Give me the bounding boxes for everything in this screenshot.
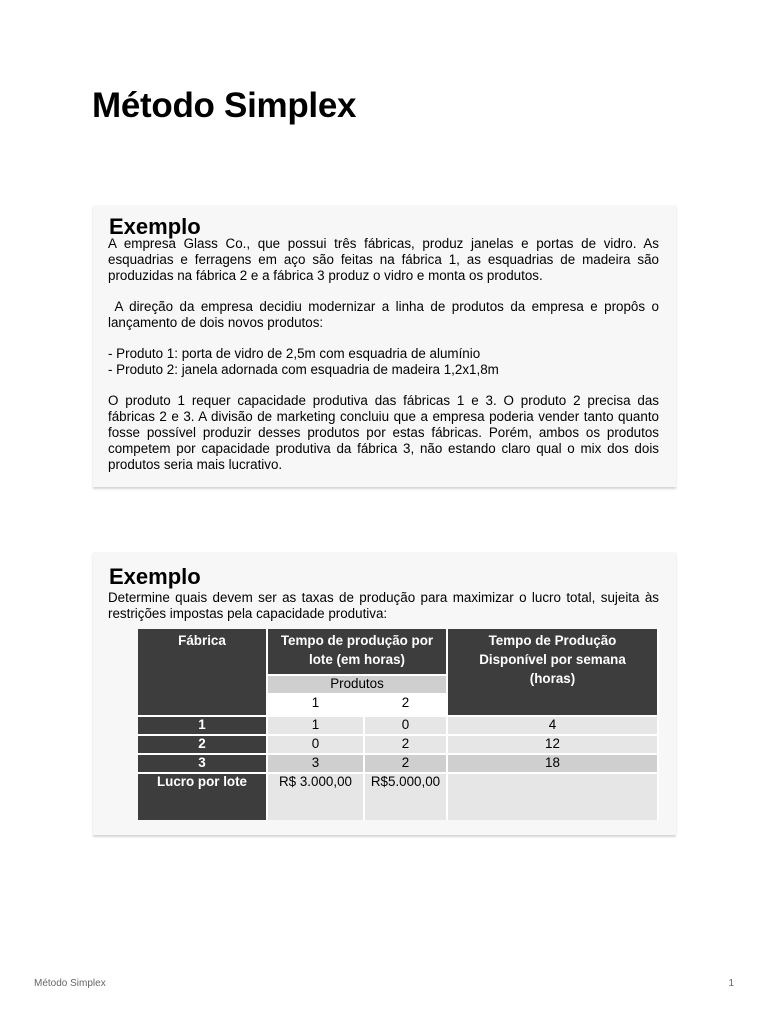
- footer-page-number: 1: [728, 978, 734, 989]
- cell-profit-product-1: R$ 3.000,00: [268, 774, 365, 820]
- slide-example-table: [93, 552, 676, 835]
- header-production-time: Tempo de produção por lote (em horas): [268, 629, 448, 676]
- cell-factory: 2: [138, 736, 268, 755]
- header-products: Produtos: [268, 676, 448, 695]
- cell-product-2: 2: [365, 736, 448, 755]
- header-product-2: 2: [365, 695, 448, 717]
- header-product-1: 1: [268, 695, 365, 717]
- cell-profit-label: Lucro por lote: [138, 774, 268, 820]
- cell-profit-available: [448, 774, 659, 820]
- list-item-product-2: - Produto 2: janela adornada com esquadria de madeira 1,2x1,8m: [108, 362, 499, 377]
- cell-factory: 1: [138, 717, 268, 736]
- cell-factory: 3: [138, 755, 268, 774]
- slide-heading: Exemplo: [109, 214, 201, 239]
- cell-available: 12: [448, 736, 659, 755]
- list-item-product-1: - Produto 1: porta de vidro de 2,5m com esquadria de alumínio: [108, 346, 481, 361]
- cell-product-1: 3: [268, 755, 365, 774]
- table-row: [138, 736, 659, 755]
- cell-product-1: 0: [268, 736, 365, 755]
- cell-available: 4: [448, 717, 659, 736]
- slide-body: [108, 236, 659, 473]
- page-title: Método Simplex: [92, 86, 357, 125]
- footer-document-name: Método Simplex: [34, 978, 106, 989]
- slide-body: Determine quais devem ser as taxas de produção para maximizar o lucro total, sujeita às restrições impostas pela capacidade produtiva:: [108, 590, 659, 621]
- slide-example-problem: [93, 205, 676, 487]
- table-row: [138, 717, 659, 736]
- header-factory: Fábrica: [138, 629, 268, 717]
- paragraph-capacity: O produto 1 requer capacidade produtiva das fábricas 1 e 3. O produto 2 precisa das fábricas 2 e 3. A divisão de marketing concluiu que a empresa poderia vender tanto quanto fosse possível produzir desses produtos por estas fábricas. Porém, ambos os produtos competem por capacidade produtiva da fábrica 3, não estando claro qual o mix dos dois produtos seria mais lucrativo.: [108, 393, 659, 472]
- paragraph-company: A empresa Glass Co., que possui três fábricas, produz janelas e portas de vidro. As esquadrias e ferragens em aço são feitas na fábrica 1, as esquadrias de madeira são produzidas na fábrica 2 e a fábrica 3 produz o vidro e monta os produtos.: [108, 236, 659, 283]
- cell-available: 18: [448, 755, 659, 774]
- paragraph-direction: A direção da empresa decidiu modernizar a linha de produtos da empresa e propôs o lançamento de dois novos produtos:: [108, 299, 659, 330]
- cell-product-2: 0: [365, 717, 448, 736]
- cell-product-1: 1: [268, 717, 365, 736]
- slide-heading: Exemplo: [109, 564, 201, 589]
- header-available-time: Tempo de Produção Disponível por semana (horas): [448, 629, 659, 717]
- table-row-profit: [138, 774, 659, 820]
- table-row: [138, 755, 659, 774]
- cell-profit-product-2: R$5.000,00: [365, 774, 448, 820]
- production-table: [138, 629, 659, 820]
- cell-product-2: 2: [365, 755, 448, 774]
